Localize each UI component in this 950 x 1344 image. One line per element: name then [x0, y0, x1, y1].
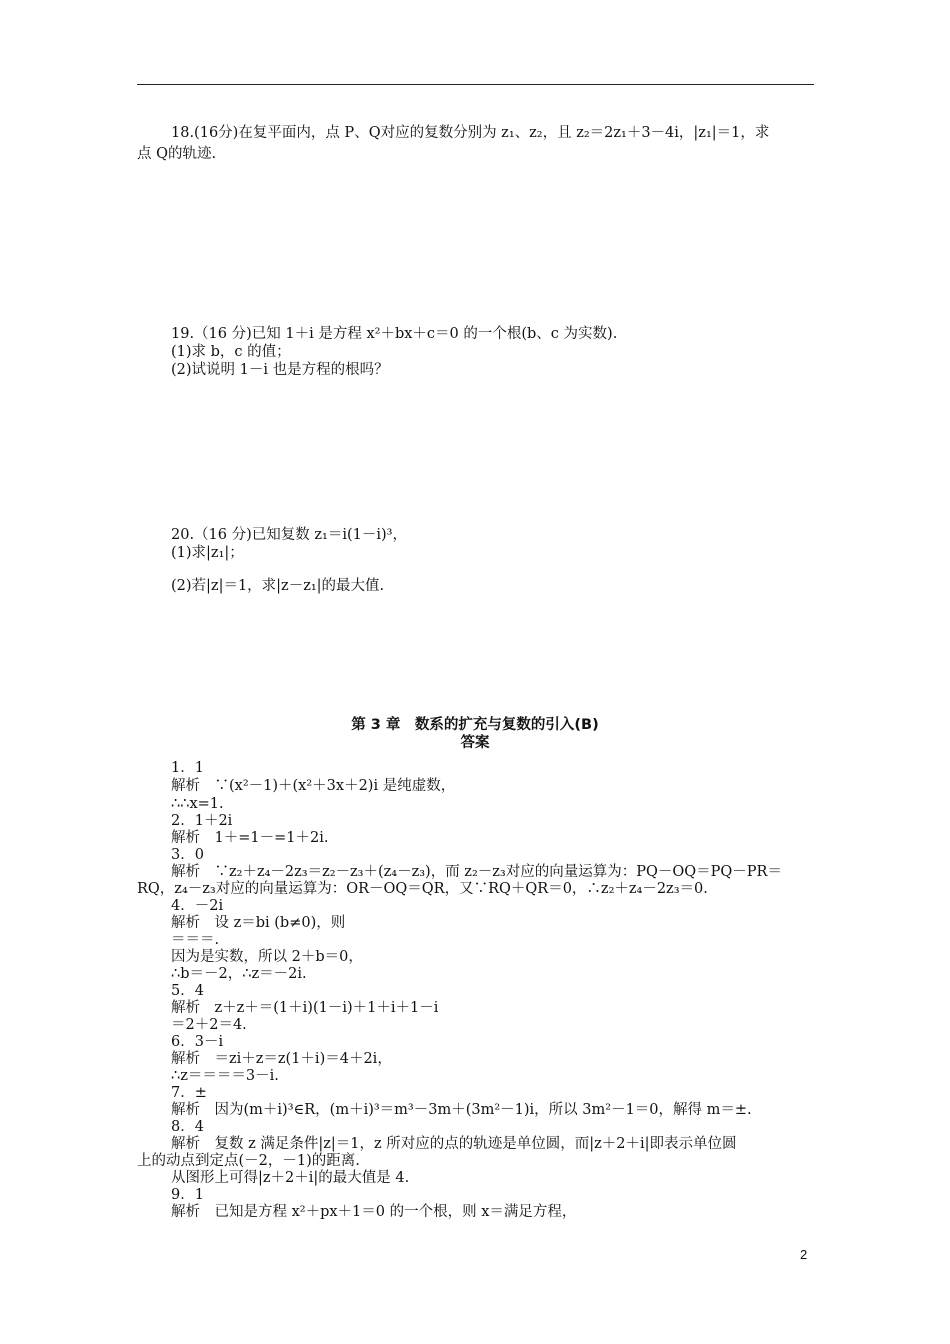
answer-line: 解析 复数 z 满足条件|z|＝1，z 所对应的点的轨迹是单位圆，而|z＋2＋i|即表示单位圆	[171, 1136, 737, 1152]
q19-line-3: (2)试说明 1－i 也是方程的根吗？	[171, 362, 389, 378]
q20-line-2: (1)求|z₁|；	[171, 545, 244, 561]
answer-line: 3．0	[171, 847, 204, 863]
page-number: 2	[800, 1247, 808, 1262]
answer-line: ∴z＝＝＝＝3－i.	[171, 1068, 279, 1084]
answer-line: 解析 已知是方程 x²＋px＋1＝0 的一个根，则 x＝满足方程，	[171, 1204, 577, 1220]
answer-line: 解析 ∵(x²－1)＋(x²＋3x＋2)i 是纯虚数，	[171, 778, 456, 794]
answer-line: 1．1	[171, 760, 204, 776]
answer-line: 解析 1＋=1－=1＋2i.	[171, 830, 329, 846]
answer-line: 解析 ＝zi＋z＝z(1＋i)＝4＋2i，	[171, 1051, 392, 1067]
answer-line: RQ，z₄－z₃对应的向量运算为：OR－OQ＝QR，又∵RQ＋QR＝0，∴z₂＋z₄－2z₃＝0.	[137, 881, 708, 897]
answer-line: 从图形上可得|z＋2＋i|的最大值是 4.	[171, 1170, 410, 1186]
answer-line: 解析 z＋z＋＝(1＋i)(1－i)＋1＋i＋1－i	[171, 1000, 439, 1016]
answer-line: 6．3－i	[171, 1034, 224, 1050]
answer-line: 上的动点到定点(－2，－1)的距离.	[137, 1153, 360, 1169]
answer-line: 5．4	[171, 983, 204, 999]
answer-line: ∴b＝－2，∴z＝－2i.	[171, 966, 307, 982]
q18-line-1: 18.(16分)在复平面内，点 P、Q对应的复数分别为 z₁、z₂，且 z₂＝2z₁＋3－4i，|z₁|＝1，求	[171, 125, 770, 141]
answer-line: 4．－2i	[171, 898, 224, 914]
answer-line: 解析 因为(m＋i)³∈R，(m＋i)³＝m³－3m＋(3m²－1)i，所以 3m²－1＝0，解得 m＝±.	[171, 1102, 752, 1118]
chapter-title: 第 3 章 数系的扩充与复数的引入(B)	[351, 717, 599, 733]
answer-line: ＝＝＝.	[171, 932, 220, 948]
header-rule	[137, 84, 814, 85]
q19-line-1: 19.（16 分)已知 1＋i 是方程 x²＋bx＋c＝0 的一个根(b、c 为实数).	[171, 326, 618, 342]
answer-line: 7．±	[171, 1085, 207, 1101]
q20-line-1: 20.（16 分)已知复数 z₁＝i(1－i)³，	[171, 527, 407, 543]
answer-line: 2．1＋2i	[171, 813, 233, 829]
answer-heading: 答案	[460, 735, 490, 751]
answer-line: ＝2＋2＝4.	[171, 1017, 247, 1033]
answer-line: 因为是实数，所以 2＋b＝0，	[171, 949, 363, 965]
answer-line: 解析 设 z＝bi (b≠0)，则	[171, 915, 346, 931]
q18-line-2: 点 Q的轨迹.	[137, 146, 217, 162]
answer-line: 9．1	[171, 1187, 204, 1203]
q20-line-3: (2)若|z|＝1，求|z－z₁|的最大值.	[171, 578, 385, 594]
answer-line: 8．4	[171, 1119, 204, 1135]
q19-line-2: (1)求 b，c 的值；	[171, 344, 291, 360]
answer-line: 解析 ∵z₂＋z₄－2z₃＝z₂－z₃＋(z₄－z₃)，而 z₂－z₃对应的向量运算为：PQ－OQ＝PQ－PR＝	[171, 864, 782, 880]
answer-line: ∴∴x=1.	[171, 796, 224, 812]
